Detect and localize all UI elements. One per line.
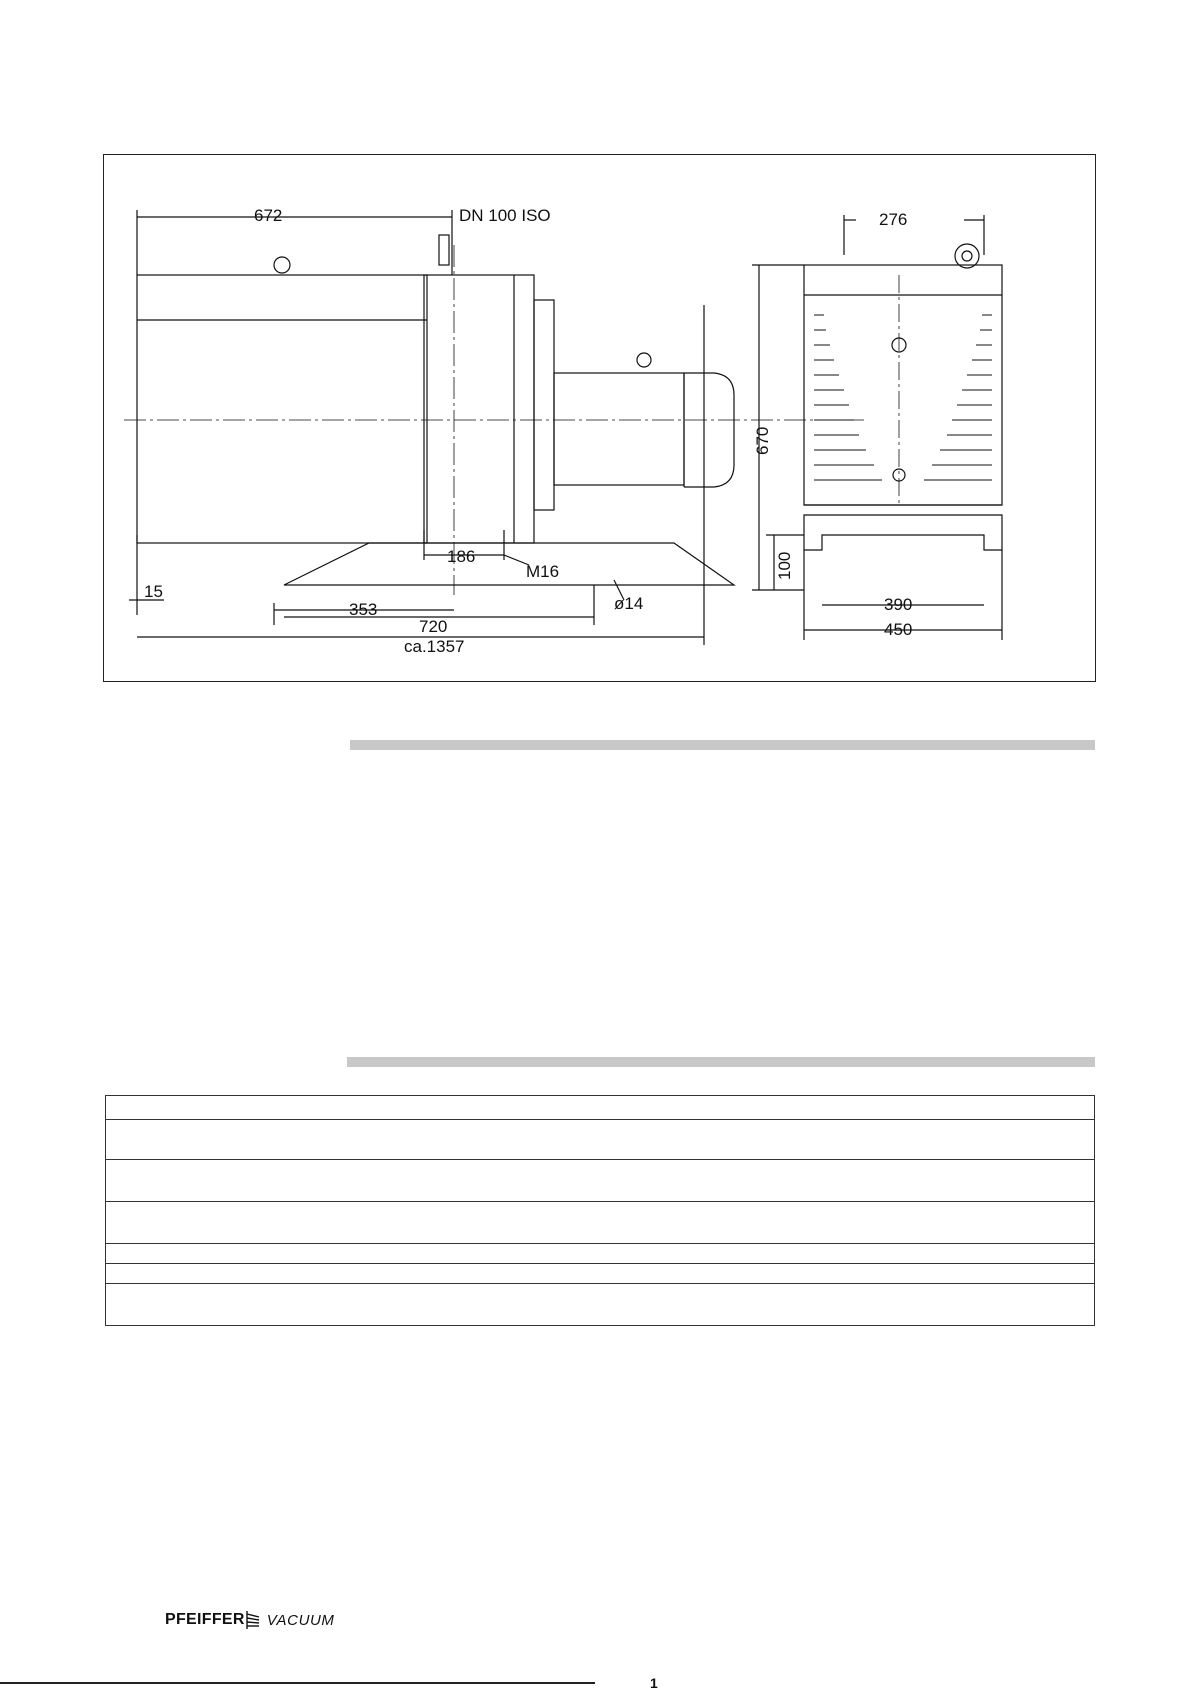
table-row <box>106 1244 1095 1264</box>
table-row <box>106 1120 1095 1160</box>
dimension-drawing <box>104 155 1097 683</box>
footer-rule <box>0 1682 595 1684</box>
thread-label: M16 <box>526 562 560 581</box>
dim-hole: ø14 <box>614 594 644 613</box>
table-row <box>106 1284 1095 1326</box>
dim-bolt-spacing: 186 <box>447 547 476 566</box>
dim-width: 450 <box>884 620 913 639</box>
brand-name-bold: PFEIFFER <box>165 1611 245 1628</box>
technical-drawing-frame <box>103 154 1096 682</box>
dim-base-height: 100 <box>775 551 794 580</box>
dim-left-offset: 15 <box>144 582 163 601</box>
pump-body <box>137 275 427 543</box>
pump-housing <box>424 275 534 543</box>
spec-table <box>105 1095 1095 1326</box>
dim-total-length: ca.1357 <box>404 637 465 656</box>
flange-label: DN 100 ISO <box>459 206 551 225</box>
section-divider-2 <box>347 1057 1095 1067</box>
dim-overall-top: 672 <box>254 206 283 225</box>
dim-height: 670 <box>753 426 772 455</box>
dim-foot-span: 720 <box>419 617 448 636</box>
page-number: 1 <box>650 1675 658 1691</box>
dim-foot-inner: 390 <box>884 595 913 614</box>
table-row <box>106 1160 1095 1202</box>
lifting-eye <box>955 244 979 268</box>
section-divider-1 <box>350 740 1095 750</box>
front-view-base <box>804 515 1002 550</box>
motor <box>554 373 684 485</box>
table-row <box>106 1202 1095 1244</box>
brand-logo <box>165 1608 335 1632</box>
lifting-eye <box>637 353 651 367</box>
dim-foot-offset: 353 <box>349 600 378 619</box>
lifting-eye <box>274 257 290 273</box>
dim-eye-spacing: 276 <box>879 210 908 229</box>
front-view-body <box>804 265 1002 505</box>
table-row <box>106 1096 1095 1120</box>
brand-swoosh-icon <box>245 1609 261 1631</box>
brand-name-italic: VACUUM <box>266 1611 335 1629</box>
table-row <box>106 1264 1095 1284</box>
base-foot <box>284 543 734 585</box>
